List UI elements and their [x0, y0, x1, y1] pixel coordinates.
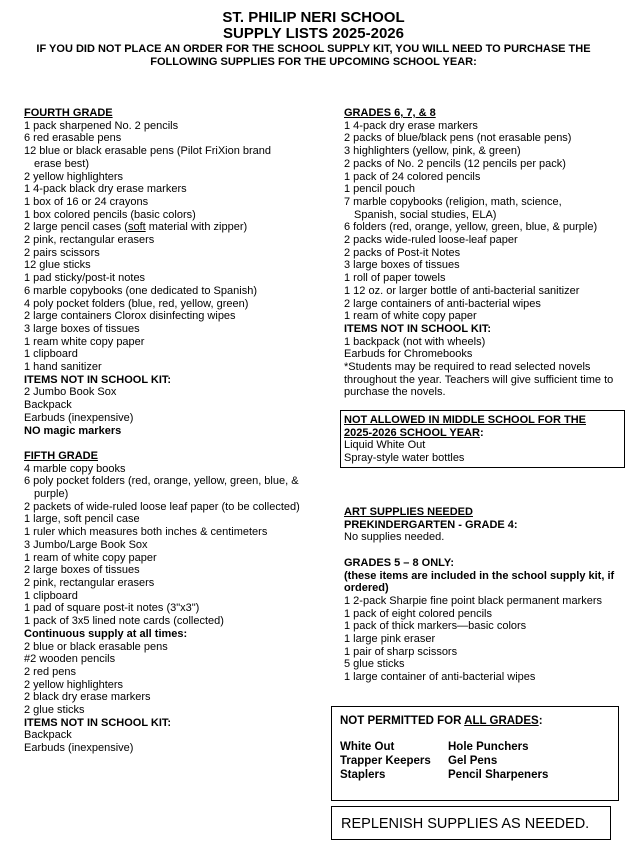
list-item: 2 blue or black erasable pens [24, 640, 168, 653]
colon: : [538, 715, 543, 727]
not-in-kit-heading: ITEMS NOT IN SCHOOL KIT: [24, 716, 172, 729]
list-item: 1 4-pack black dry erase markers [24, 183, 187, 196]
list-item: 1 large container of anti-bacterial wipes [344, 671, 536, 684]
list-item: 6 marble copybooks (one dedicated to Spanish) [24, 284, 257, 297]
list-item: 2 packets of wide-ruled loose leaf paper (to be collected) [24, 500, 300, 513]
novels-note: *Students may be required to read selected novels [344, 361, 591, 374]
list-item: Earbuds (inexpensive) [24, 411, 134, 424]
list-item: 1 12 oz. or larger bottle of anti-bacterial sanitizer [344, 284, 580, 297]
prek-value: No supplies needed. [344, 531, 445, 544]
list-item: 3 highlighters (yellow, pink, & green) [344, 145, 521, 158]
list-item: 1 pad of square post-it notes (3"x3") [24, 602, 200, 615]
not-allowed-title: NOT ALLOWED IN MIDDLE SCHOOL FOR THE [344, 414, 586, 426]
list-item: 3 large boxes of tissues [24, 322, 140, 335]
list-item: 1 backpack (not with wheels) [344, 335, 486, 348]
list-item: 2 pink, rectangular erasers [24, 577, 155, 589]
not-in-kit-heading: ITEMS NOT IN SCHOOL KIT: [24, 373, 172, 386]
colon: : [479, 426, 484, 439]
list-item: 1 box of 16 or 24 crayons [24, 195, 149, 208]
list-item: 7 marble copybooks (religion, math, science, [344, 195, 562, 208]
list-item: Earbuds (inexpensive) [24, 742, 134, 755]
list-item: 2 yellow highlighters [24, 678, 124, 691]
list-item: erase best) [34, 157, 90, 170]
list-item: 1 ruler which measures both inches & centimeters [24, 526, 268, 539]
fourth-grade-heading: FOURTH GRADE [24, 107, 113, 119]
not-permitted-item: Staplers [340, 769, 386, 781]
title-text: NOT PERMITTED FOR [340, 715, 465, 727]
list-item: Spray-style water bottles [344, 452, 465, 465]
list-item: 3 Jumbo/Large Book Sox [24, 538, 148, 551]
prek-heading: PREKINDERGARTEN - GRADE 4: [344, 518, 518, 531]
list-item: 3 large boxes of tissues [344, 259, 460, 272]
grades-5-8-note: (these items are included in the school supply kit, if [344, 569, 615, 582]
list-item: 2 packs wide-ruled loose-leaf paper [344, 234, 518, 247]
right-column [344, 107, 624, 399]
list-item: 1 hand sanitizer [24, 361, 102, 374]
list-item: 1 ream of white copy paper [24, 551, 157, 564]
list-item: 2 large boxes of tissues [24, 564, 140, 577]
grades-5-8-heading: GRADES 5 – 8 ONLY: [344, 556, 455, 569]
page-title: SUPPLY LISTS 2025-2026 [223, 25, 404, 42]
middle-grades-heading: GRADES 6, 7, & 8 [344, 107, 436, 119]
list-item: Backpack [24, 729, 72, 742]
list-item: 12 blue or black erasable pens (Pilot FriXion brand [24, 145, 272, 158]
art-supplies-heading: ART SUPPLIES NEEDED [344, 506, 473, 518]
not-permitted-row [340, 755, 618, 767]
list-item: 6 poly pocket folders (red, orange, yellow, green, blue, & [24, 475, 299, 488]
replenish-text: REPLENISH SUPPLIES AS NEEDED. [341, 816, 590, 832]
notice-line-2: FOLLOWING SUPPLIES FOR THE UPCOMING SCHOOL YEAR: [150, 56, 477, 68]
not-in-kit-heading: ITEMS NOT IN SCHOOL KIT: [344, 322, 492, 335]
not-permitted-item: Pencil Sharpeners [448, 769, 549, 781]
not-permitted-box [331, 706, 619, 801]
list-item: 2 red pens [24, 665, 76, 678]
not-permitted-item: Trapper Keepers [340, 755, 431, 767]
list-item: 1 large, soft pencil case [24, 513, 140, 526]
replenish-box [331, 806, 611, 840]
list-item-text: 2 large pencil cases ( [24, 221, 128, 234]
list-item: 1 pair of sharp scissors [344, 645, 458, 658]
list-item: 1 clipboard [24, 348, 78, 361]
list-item: Earbuds for Chromebooks [344, 348, 473, 361]
list-item: 1 ream of white copy paper [344, 310, 477, 323]
left-column [24, 107, 324, 755]
list-item: 1 large pink eraser [344, 633, 436, 646]
list-item: 1 roll of paper towels [344, 272, 446, 285]
list-item: 1 box colored pencils (basic colors) [24, 208, 196, 221]
list-item: #2 wooden pencils [24, 653, 116, 666]
no-markers-note: NO magic markers [24, 424, 122, 437]
continuous-supply-heading: Continuous supply at all times: [24, 627, 188, 640]
not-permitted-item: Gel Pens [448, 755, 498, 767]
list-item: 1 pack of thick markers—basic colors [344, 620, 527, 633]
list-item: 4 marble copy books [24, 462, 126, 475]
list-item: 2 pairs scissors [24, 246, 100, 259]
list-item: purple) [34, 488, 69, 501]
list-item: 1 pad sticky/post-it notes [24, 272, 146, 285]
list-item: 5 glue sticks [344, 658, 405, 671]
not-permitted-title [340, 715, 618, 727]
list-item: 1 pack of 24 colored pencils [344, 170, 481, 183]
novels-note: purchase the novels. [344, 386, 446, 399]
list-item: 12 glue sticks [24, 259, 91, 272]
not-allowed-title [344, 427, 624, 440]
not-permitted-item: Hole Punchers [448, 741, 529, 753]
list-item: 6 folders (red, orange, yellow, green, blue, & purple) [344, 221, 598, 234]
list-item: Spanish, social studies, ELA) [354, 208, 497, 221]
list-item: 2 packs of No. 2 pencils (12 pencils per pack) [344, 157, 566, 170]
not-permitted-item: White Out [340, 741, 395, 753]
list-item: 1 clipboard [24, 589, 78, 602]
list-item: 2 Jumbo Book Sox [24, 386, 117, 399]
art-supplies-section [344, 506, 624, 684]
list-item: 2 large containers Clorox disinfecting wipes [24, 310, 236, 323]
list-item: 1 2-pack Sharpie fine point black permanent markers [344, 594, 603, 607]
list-item: 1 pack of eight colored pencils [344, 607, 492, 620]
novels-note: throughout the year. Teachers will give sufficient time to [344, 373, 614, 386]
list-item: Liquid White Out [344, 439, 426, 452]
list-item: 1 pack sharpened No. 2 pencils [24, 119, 179, 132]
fifth-grade-heading: FIFTH GRADE [24, 449, 98, 462]
list-item: 2 glue sticks [24, 704, 85, 717]
list-item [24, 221, 324, 234]
list-item: 2 black dry erase markers [24, 691, 151, 704]
list-item: 4 poly pocket folders (blue, red, yellow, green) [24, 297, 249, 310]
list-item: 2 yellow highlighters [24, 170, 124, 183]
list-item: 2 packs of blue/black pens (not erasable pens) [344, 132, 572, 145]
list-item: Backpack [24, 399, 72, 412]
title-emphasis: ALL GRADES [464, 715, 539, 727]
underlined-word: soft [127, 221, 146, 234]
list-item: 1 ream white copy paper [24, 335, 145, 348]
notice-line-1: IF YOU DID NOT PLACE AN ORDER FOR THE SCHOOL SUPPLY KIT, YOU WILL NEED TO PURCHASE THE [36, 43, 591, 55]
not-permitted-row [340, 769, 618, 781]
list-item: 1 pencil pouch [344, 183, 415, 196]
list-item: 1 4-pack dry erase markers [344, 119, 478, 132]
not-allowed-year: 2025-2026 SCHOOL YEAR [344, 426, 480, 439]
not-allowed-box [340, 410, 625, 468]
list-item: 2 large containers of anti-bacterial wipes [344, 297, 541, 310]
list-item: 2 pink, rectangular erasers [24, 234, 155, 247]
list-item: 1 pack of 3x5 lined note cards (collected) [24, 615, 224, 628]
school-name: ST. PHILIP NERI SCHOOL [222, 9, 405, 26]
grades-5-8-note: ordered) [344, 582, 389, 595]
list-item-text: material with zipper) [145, 221, 248, 234]
not-permitted-row [340, 741, 618, 753]
list-item: 2 packs of Post-it Notes [344, 246, 461, 259]
list-item: 6 red erasable pens [24, 132, 122, 145]
